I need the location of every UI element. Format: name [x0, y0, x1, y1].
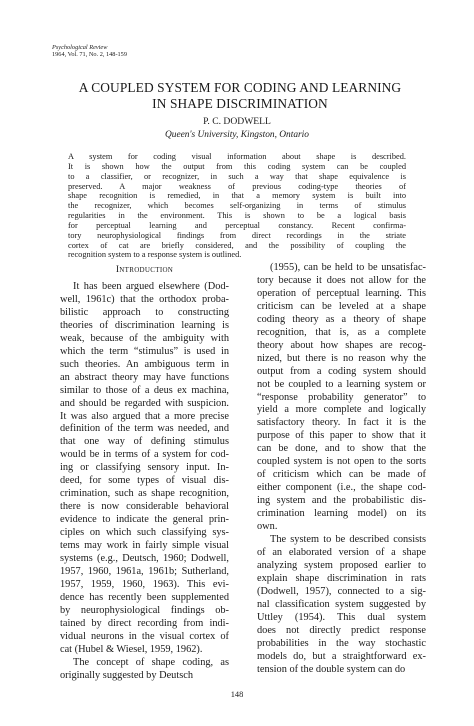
text-line: tory because it does not allow for the — [257, 274, 426, 286]
text-line: output from a coding system should — [257, 365, 426, 377]
text-line: The system to be described consists — [270, 534, 426, 546]
abstract-line: shape recognition is remedied, in that a memory system is built into — [68, 191, 406, 201]
text-line: weak, because of the ambiguity with — [60, 332, 229, 344]
text-line: coupled system is not open to the sorts — [257, 456, 426, 468]
text-line: recognition, that is, as a complete — [257, 326, 426, 338]
abstract-line: A system for coding visual information about shape is described. — [68, 152, 406, 161]
text-line: cat (Hubel & Wiesel, 1959, 1962). — [60, 643, 203, 655]
text-line: tems may work in fairly simple visual — [60, 540, 229, 552]
text-line: systems (e.g., Deutsch, 1960; Dodwell, — [60, 553, 229, 565]
page-number: 148 — [230, 690, 244, 699]
text-line: definition of the term was needed, and — [60, 423, 229, 435]
text-line: by neurophysiological findings ob- — [60, 604, 229, 616]
text-line: would be in terms of a system for cod- — [60, 449, 229, 461]
text-line: tained by direct recording from indi- — [60, 617, 229, 629]
abstract-line: recognition system to a response system is outlined. — [68, 250, 242, 260]
text-line: coding theory as a theory of shape — [257, 313, 426, 325]
paragraph — [257, 262, 426, 534]
journal-citation — [52, 44, 127, 59]
text-line: deed, for some types of visual dis- — [60, 475, 229, 487]
text-line: tension of the double system can do — [257, 663, 406, 675]
abstract-line: preserved. A major weakness of previous coding-type theories of — [68, 181, 406, 191]
text-line: analyzing system proposed earlier to — [257, 559, 426, 571]
title-line: A COUPLED SYSTEM FOR CODING AND LEARNING — [78, 80, 402, 95]
text-line: nized, but there is no reason why the — [257, 352, 426, 364]
journal-name: Psychological Review — [52, 44, 108, 51]
left-column — [60, 262, 229, 683]
abstract-line: for perceptual learning and perceptual constancy. Recent confirma- — [68, 220, 406, 230]
text-line: there is now considerable behavioral — [60, 501, 229, 513]
text-line: does not directly predict response — [257, 624, 426, 636]
text-line: crimination, such as shape recognition, — [60, 488, 229, 500]
abstract-line: cortex of cat are briefly considered, and the possibility of coupling the — [68, 240, 406, 250]
paragraph — [257, 534, 426, 676]
text-line: operation of perceptual learning. This — [257, 287, 426, 299]
text-line: 1957, 1960, 1961a, 1961b; Sutherland, — [60, 565, 229, 577]
text-line: It was also argued that a more precise — [60, 410, 229, 422]
text-line: (1955), can be held to be unsatisfac- — [270, 262, 426, 273]
text-line: of criticism which can be made of — [257, 469, 426, 481]
text-line: explain shape discrimination in rats — [257, 572, 426, 584]
text-line: theory about how shapes are recog- — [257, 339, 426, 351]
abstract-line: to a classifier, or recognizer, in such a way that shape equivalence is — [68, 171, 406, 181]
text-line: 1957, 1959, 1960, 1963). This evi- — [60, 578, 229, 590]
text-line: probabilities in the way stochastic — [257, 637, 426, 649]
text-line: which the term “stimulus” is used in — [60, 345, 229, 357]
text-line: similar to those of a deus ex machina, — [60, 384, 229, 396]
text-line: purpose of this paper to show that it — [257, 430, 426, 442]
text-line: bilistic approach to constructing — [60, 306, 229, 318]
text-line: models do, but a straightforward ex- — [257, 650, 426, 662]
text-line: (Dodwell, 1957), connected to a sig- — [257, 585, 426, 597]
text-line: such theories. An ambiguous term in — [60, 358, 229, 370]
text-line: ciples on which such classifying sys- — [60, 527, 229, 539]
section-heading: Introduction — [115, 264, 174, 275]
text-line: It has been argued elsewhere (Dod- — [73, 281, 229, 292]
text-line: crimination learning model) on its — [257, 508, 426, 520]
text-line: Uttley (1954). This dual system — [257, 611, 426, 623]
text-line: The concept of shape coding, as — [73, 656, 229, 668]
paragraph — [60, 657, 229, 683]
title-line: IN SHAPE DISCRIMINATION — [152, 96, 328, 111]
paragraph — [60, 281, 229, 657]
text-line: evidence to indicate the general prin- — [60, 514, 229, 526]
text-line: originally suggested by Deutsch — [60, 669, 194, 681]
text-line: “response probability generator” to — [257, 391, 426, 403]
text-line: dence has recently been supplemented — [60, 591, 229, 603]
abstract-line: tory neurophysiological findings from direct recordings in the striate — [68, 230, 406, 240]
text-line: and should be regarded with suspicion. — [60, 397, 229, 409]
journal-volume-info: 1964, Vol. 71, No. 2, 148-159 — [52, 51, 127, 59]
text-line: not be coupled to a learning system or — [257, 378, 426, 390]
text-line: vidual neurons in the visual cortex of — [60, 630, 229, 642]
text-line: yield a more complete and logically — [257, 404, 426, 416]
text-line: satisfactory theory. In fact it is the — [257, 417, 426, 429]
text-line: own. — [257, 521, 278, 533]
author-affiliation: Queen's University, Kingston, Ontario — [165, 130, 309, 140]
text-line: of an elaborated version of a shape — [257, 546, 426, 558]
author-name: P. C. DODWELL — [203, 116, 271, 127]
text-line: either component (i.e., the shape cod- — [257, 482, 426, 494]
text-line: can be done, and to show that the — [257, 443, 426, 455]
text-line: nal classification system suggested by — [257, 598, 426, 610]
abstract-line: regularities in the environment. This is shown to be a logical basis — [68, 211, 406, 221]
text-line: ing or classifying sensory input. In- — [60, 462, 229, 474]
text-line: ing system and the probabilistic dis- — [257, 495, 426, 507]
abstract — [68, 152, 406, 260]
text-line: well, 1961c) that the orthodox proba- — [60, 293, 229, 305]
text-line: an abstract theory may have functions — [60, 371, 229, 383]
article-title — [40, 80, 440, 112]
text-line: that one way of defining stimulus — [60, 436, 229, 448]
text-line: theories of discrimination learning is — [60, 319, 229, 331]
right-column — [257, 262, 426, 677]
abstract-line: It is shown how the output from this coding system can be coupled — [68, 161, 406, 171]
text-line: criticism can be leveled at a shape — [257, 300, 426, 312]
abstract-line: the recognizer, which becomes self-organizing in terms of stimulus — [68, 201, 406, 211]
